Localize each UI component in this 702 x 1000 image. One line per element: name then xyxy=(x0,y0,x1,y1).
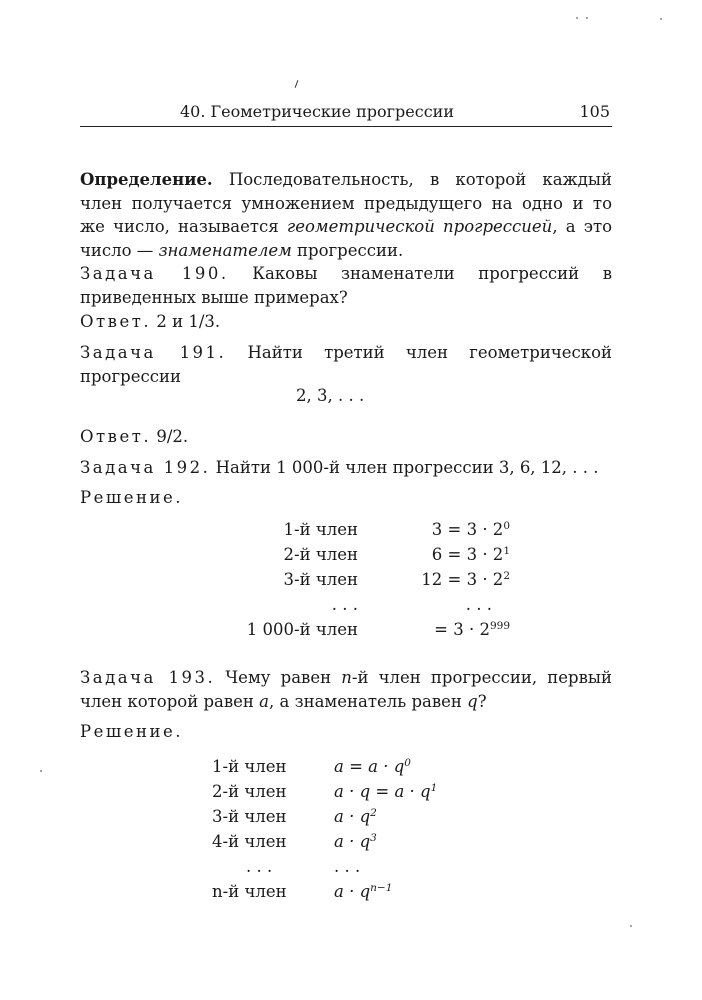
term-formula: $a \cdot q = a \cdot q^1$ xyxy=(334,782,438,801)
term-formula: $3 = 3 \cdot 2^0$ xyxy=(431,520,510,539)
task-193-solution-label: Решение. xyxy=(80,722,183,741)
var-q: q xyxy=(467,691,478,711)
scan-mark xyxy=(295,80,299,88)
term-label: . . . xyxy=(331,595,358,614)
term-label: 2-й член xyxy=(283,545,358,564)
term-formula: $a = a \cdot q^0$ xyxy=(334,757,411,776)
task-191-text: Найти третий член геометрической прогрессии xyxy=(80,343,613,386)
term-label: 1-й член xyxy=(283,520,358,539)
term-label: 1-й член xyxy=(212,757,287,776)
task-190-text: Каковы знаменатели прогрессий в приведенных выше примерах? xyxy=(80,264,613,307)
task-193-table xyxy=(212,754,494,904)
running-header xyxy=(80,100,612,127)
term-formula: $a \cdot q^2$ xyxy=(334,807,377,826)
table-row xyxy=(212,754,494,779)
scan-speck xyxy=(630,925,632,927)
term-label: 4-й член xyxy=(212,832,287,851)
term-formula: $12 = 3 \cdot 2^2$ xyxy=(421,570,510,589)
page-number: 105 xyxy=(579,102,610,121)
task-193 xyxy=(80,666,612,713)
scan-speck xyxy=(660,18,662,20)
var-n: n xyxy=(341,668,352,687)
table-row xyxy=(212,779,494,804)
term-formula: $a \cdot q^{n-1}$ xyxy=(334,882,393,901)
term-label: n-й член xyxy=(212,882,287,901)
task-193-label: Задача 193. xyxy=(80,668,216,687)
task-193-text-1: Чему равен xyxy=(225,668,332,687)
scan-speck xyxy=(40,770,42,772)
term-label: 3-й член xyxy=(283,570,358,589)
answer-value: 9/2. xyxy=(156,427,189,446)
task-192-label: Задача 192. xyxy=(80,458,211,477)
task-191-label: Задача 191. xyxy=(80,343,227,362)
definition-paragraph xyxy=(80,168,612,262)
task-193-text-4: ? xyxy=(477,691,487,711)
task-192-text: Найти 1 000-й член прогрессии 3, 6, 12, . . . xyxy=(215,458,599,477)
definition-text-3: прогрессии. xyxy=(297,240,404,260)
table-row xyxy=(198,567,510,592)
definition-text-2: , а это число — xyxy=(80,217,612,260)
definition-term-ratio: знаменателем xyxy=(158,240,292,260)
task-191-sequence: 2, 3, . . . xyxy=(296,386,365,405)
table-row xyxy=(198,617,510,642)
task-192-table xyxy=(198,517,510,642)
answer-label: Ответ. xyxy=(80,312,152,331)
answer-value: 2 и 1/3. xyxy=(156,312,221,331)
answer-label: Ответ. xyxy=(80,427,152,446)
table-row xyxy=(212,829,494,854)
term-label: 3-й член xyxy=(212,807,287,826)
var-a: a xyxy=(259,691,269,711)
term-label: 2-й член xyxy=(212,782,287,801)
task-190 xyxy=(80,262,612,309)
term-formula: . . . xyxy=(465,595,492,614)
table-row xyxy=(212,879,494,904)
table-row xyxy=(198,592,510,617)
definition-term-geometric-progression: геометрической прогрессией xyxy=(286,217,553,236)
task-190-answer xyxy=(80,310,612,334)
table-row xyxy=(198,542,510,567)
term-formula: . . . xyxy=(334,857,361,876)
task-192 xyxy=(80,456,612,480)
term-label: 1 000-й член xyxy=(246,620,358,639)
term-formula: $a \cdot q^3$ xyxy=(334,832,377,851)
scan-speck xyxy=(586,17,588,19)
task-193-text-2: -й член прогрессии, первый член которой равен xyxy=(80,668,613,711)
scan-speck xyxy=(576,17,578,19)
chapter-title: 40. Геометрические прогрессии xyxy=(180,102,455,121)
term-formula: $6 = 3 \cdot 2^1$ xyxy=(431,545,510,564)
table-row xyxy=(212,854,494,879)
table-row xyxy=(212,804,494,829)
task-192-solution-label: Решение. xyxy=(80,488,183,507)
task-190-label: Задача 190. xyxy=(80,264,229,283)
definition-text-1: Последовательность, в которой каждый член получается умножением предыдущего на одно и то же число, называется xyxy=(80,170,613,236)
task-191 xyxy=(80,341,612,388)
task-193-text-3: , а знаменатель равен xyxy=(269,691,462,711)
task-191-answer xyxy=(80,425,612,449)
term-formula: = $3 \cdot 2^{999}$ xyxy=(434,620,510,639)
definition-label: Определение. xyxy=(80,170,213,189)
table-row xyxy=(198,517,510,542)
term-label: . . . xyxy=(246,857,273,876)
